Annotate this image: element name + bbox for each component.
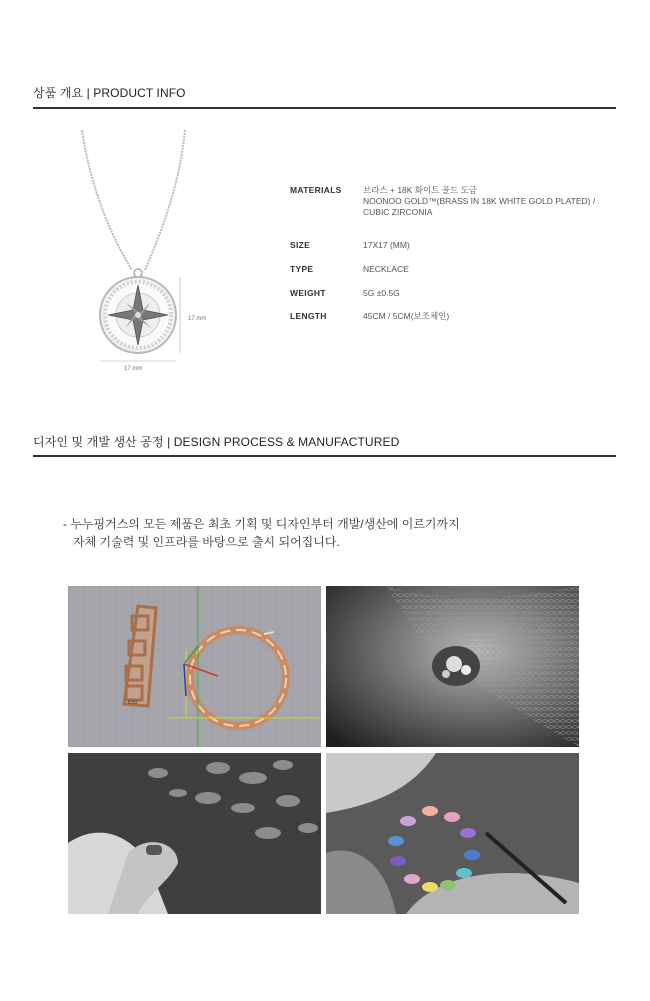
spec-label: SIZE [290, 240, 311, 250]
cad-dimension-label: 8.62 [128, 700, 138, 706]
spec-value: NECKLACE [363, 264, 409, 274]
spec-label: MATERIALS [290, 185, 342, 195]
description-line: - 누누핑거스의 모든 제품은 최초 기획 및 디자인부터 개발/생산에 이르기까지 [63, 517, 460, 531]
necklace-image [70, 125, 210, 375]
gemstone-closeup-photo [326, 586, 579, 747]
workbench-craft-photo [68, 753, 321, 914]
spec-value: 45CM / 5CM(보조체인) [363, 311, 450, 321]
spec-label: TYPE [290, 264, 314, 274]
dimension-label-width: 17 mm [124, 366, 143, 372]
spec-label: WEIGHT [290, 288, 326, 298]
spec-value-line: NOONOO GOLD™(BRASS IN 18K WHITE GOLD PLATED) / [363, 196, 596, 206]
divider [33, 107, 616, 109]
cad-design-photo [68, 586, 321, 747]
description-line: 자체 기술력 및 인프라를 바탕으로 출시 되어집니다. [73, 535, 340, 549]
spec-value-line: CUBIC ZIRCONIA [363, 207, 433, 217]
section-title-design-process: 디자인 및 개발 생산 공정 | DESIGN PROCESS & MANUFACTURED [33, 435, 400, 449]
spec-label: LENGTH [290, 311, 327, 321]
process-description [63, 515, 460, 551]
spec-value-line: 브라스 + 18K 화이트 골드 도금 [363, 185, 478, 195]
spec-value: 17X17 (MM) [363, 240, 410, 250]
divider [33, 455, 616, 457]
colorful-hoop-setting-photo [326, 753, 579, 914]
spec-value: 5G ±0.5G [363, 288, 400, 298]
spec-value [363, 185, 623, 218]
section-title-product-info: 상품 개요 | PRODUCT INFO [33, 86, 186, 100]
dimension-label-height: 17 mm [188, 316, 207, 322]
